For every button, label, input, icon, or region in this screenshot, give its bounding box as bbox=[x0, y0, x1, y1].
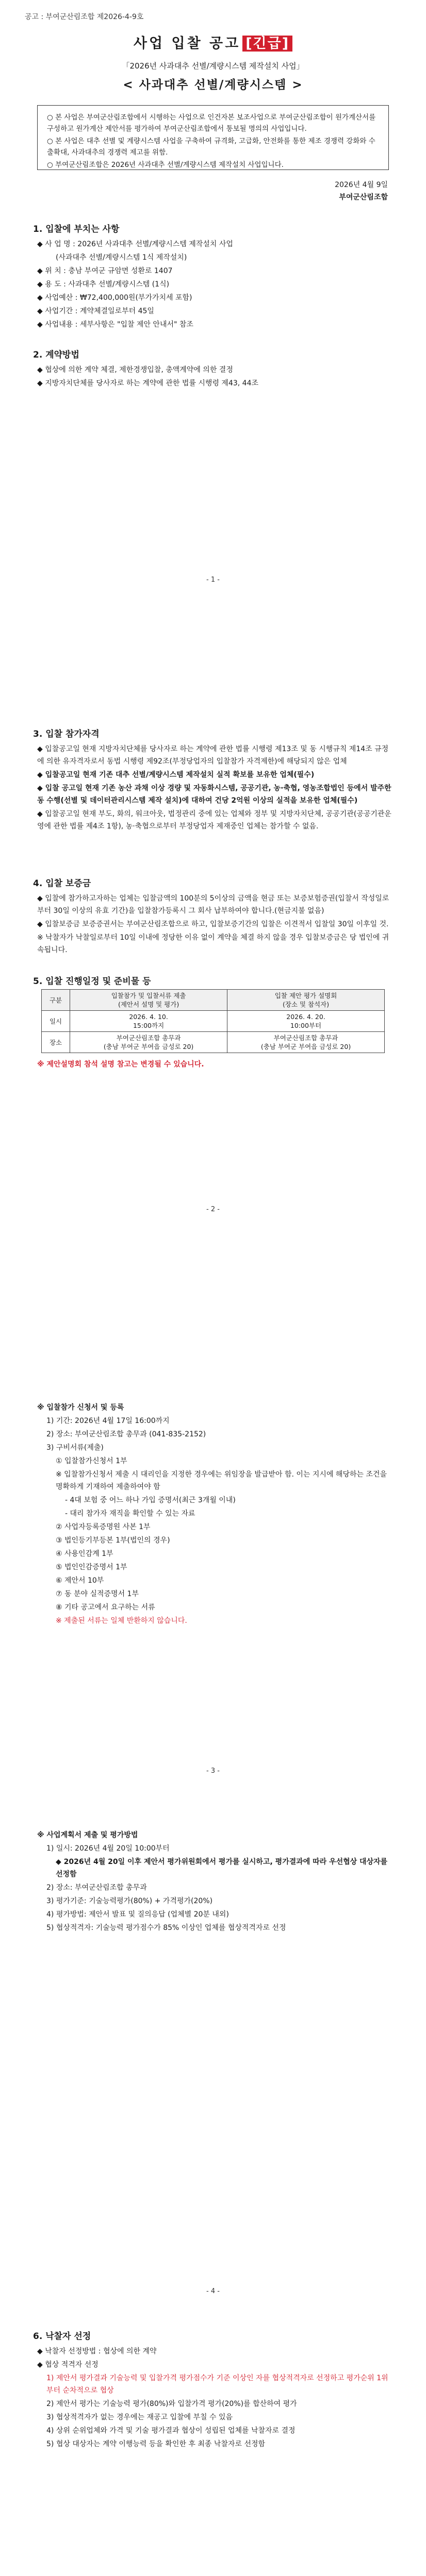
list-item: ◆ 사업내용 : 세부사항은 "입찰 제안 안내서" 참조 bbox=[37, 320, 193, 329]
list-item: ④ 사용인감계 1부 bbox=[56, 1550, 113, 1558]
list-item: 5) 협상적격자: 기술능력 평가점수가 85% 이상인 업체를 협상적격자로 선정 bbox=[46, 1924, 286, 1932]
table-row bbox=[42, 1032, 385, 1053]
page-title bbox=[0, 32, 426, 52]
section-bid-items bbox=[37, 238, 393, 332]
list-item: 2) 장소: 부여군산림조합 총무과 (041-835-2152) bbox=[46, 1430, 206, 1438]
document-number: 공고 : 부여군산림조합 제2026-4-9호 bbox=[25, 13, 144, 21]
section-title-deposit: 4. 입찰 보증금 bbox=[33, 878, 91, 889]
table-cell: 부여군산림조합 총무과 (충남 부여군 부여읍 금성로 20) bbox=[70, 1032, 227, 1053]
table-header-cell: 입찰참가 및 입찰서류 제출 (제안서 설명 및 평가) bbox=[70, 990, 227, 1011]
page-number: - 2 - bbox=[206, 1206, 220, 1213]
list-item: ◆ 입찰공고일 현재 기존 대추 선별/계량시스템 제작설치 실적 확보를 보유한 업체(필수) bbox=[37, 771, 315, 779]
notice-line: ○ 본 사업은 부여군산림조합에서 시행하는 사업으로 인건자본 보조사업으로 부여군산림조합이 원가계산서를 구성하고 원가계산 제안서를 평가하여 부여군산림조합에서 통보될 명의의 사업입니다. bbox=[47, 113, 376, 133]
list-item: ◆ 2026년 4월 20일 이후 제안서 평가위원회에서 평가를 실시하고, 평가결과에 따라 우선협상 대상자를 선정함 bbox=[56, 1858, 388, 1878]
list-item: ◆ 협상에 의한 계약 체결, 제한경쟁입찰, 총액계약에 의한 결정 bbox=[37, 366, 233, 374]
list-item: ◆ 위 치 : 충남 부여군 규암면 성환로 1407 bbox=[37, 267, 173, 275]
list-item: ⑧ 기타 공고에서 요구하는 서류 bbox=[56, 1603, 155, 1612]
list-item: ◆ 지방자치단체를 당사자로 하는 계약에 관한 법률 시행령 제43, 44조 bbox=[37, 379, 258, 387]
list-item: 1) 일시: 2026년 4월 20일 10:00부터 bbox=[46, 1844, 170, 1853]
list-item: ◆ 입찰에 참가하고자하는 업체는 입찰금액의 100분의 5이상의 금액을 현금 또는 보증보험증권(입찰서 작성일로부터 30일 이상의 유효 기간)을 입찰참가등록시 그 회사 납부하여야 합니다.(현금지불 없음) bbox=[37, 894, 389, 915]
project-subtitle: 「2026년 사과대추 선별/계량시스템 제작설치 사업」 bbox=[122, 61, 304, 71]
table-cell: 2026. 4. 10. 15:00까지 bbox=[70, 1011, 227, 1032]
list-item: ① 입찰참가신청서 1부 bbox=[56, 1457, 127, 1465]
list-item: ⑤ 법인인감증명서 1부 bbox=[56, 1563, 127, 1571]
notice-box bbox=[37, 105, 389, 170]
table-cell: 장소 bbox=[42, 1032, 70, 1053]
schedule-note: ※ 제안설명회 참석 설명 참고는 변경될 수 있습니다. bbox=[37, 1060, 204, 1069]
list-item: ⑥ 제안서 10부 bbox=[56, 1577, 104, 1585]
announcement-date: 2026년 4월 9일 bbox=[335, 181, 388, 189]
list-item: ◆ 협상 적격자 선정 bbox=[37, 2361, 99, 2369]
list-item: 3) 협상적격자가 없는 경우에는 재공고 입찰에 부칠 수 있음 bbox=[46, 2413, 233, 2421]
table-row bbox=[42, 1011, 385, 1032]
page-number: - 1 - bbox=[206, 576, 220, 584]
table-header-cell: 구분 bbox=[42, 990, 70, 1011]
table-header-row bbox=[42, 990, 385, 1011]
list-item: - 4대 보험 중 어느 하나 가입 증명서(최근 3개월 이내) bbox=[65, 1496, 236, 1504]
list-item: 3) 평가기준: 기술능력평가(80%) + 가격평가(20%) bbox=[46, 1897, 213, 1905]
list-item: ◆ 사업기간 : 계약체결일로부터 45일 bbox=[37, 307, 154, 315]
title-block bbox=[0, 32, 426, 92]
table-cell: 일시 bbox=[42, 1011, 70, 1032]
section-title-winner: 6. 낙찰자 선정 bbox=[33, 2331, 91, 2342]
schedule-table bbox=[41, 989, 385, 1053]
announcing-org: 부여군산림조합 bbox=[339, 193, 388, 201]
list-item: 3) 구비서류(제출) bbox=[46, 1444, 104, 1452]
table-cell: 2026. 4. 20. 10:00부터 bbox=[227, 1011, 385, 1032]
section-title-bid-items: 1. 입찰에 부치는 사항 bbox=[33, 224, 120, 234]
urgent-badge: [긴급] bbox=[242, 36, 292, 52]
project-main-title: < 사과대추 선별/계량시스템 > bbox=[123, 78, 303, 92]
notice-line: ○ 부여군산림조합은 2026년 사과대추 선별/계량시스템 제작설치 사업입니다. bbox=[47, 161, 284, 169]
notice-line: ○ 본 사업은 대추 선별 및 계량시스템 사업을 구축하여 규격화, 고급화, 안전화를 통한 제조 경쟁력 강화와 수출확대, 사과대추의 경쟁력 제고를 위함. bbox=[47, 137, 375, 157]
list-item: ◆ 입찰공고일 현재 지방자치단체를 당사자로 하는 계약에 관한 법률 시행령 제13조 및 동 시행규칙 제14조 규정에 의한 유자격자로서 동법 시행령 제92조(부정당업자의 입찰참가 자격제한)에 해당되지 않은 업체 bbox=[37, 745, 389, 766]
list-item: ③ 법인등기부등본 1부(법인의 경우) bbox=[56, 1536, 170, 1545]
section-eligibility bbox=[37, 743, 393, 834]
list-item: 5) 협상 대상자는 계약 이행능력 등을 확인한 후 최종 낙찰자로 선정함 bbox=[46, 2440, 266, 2448]
list-item: - 대리 참가자 재직을 확인할 수 있는 자료 bbox=[65, 1510, 195, 1518]
list-item: ※ 입찰참가 신청서 및 등록 bbox=[37, 1403, 124, 1412]
table-cell: 부여군산림조합 총무과 (충남 부여군 부여읍 금성로 20) bbox=[227, 1032, 385, 1053]
list-item: ◆ 입찰보증금 보증증권서는 부여군산림조합으로 하고, 입찰보증기간의 입찰은 이견적서 입찰일 30일 이후일 것. bbox=[37, 920, 389, 928]
list-item: ◆ 용 도 : 사과대추 선별/계량시스템 (1식) bbox=[37, 280, 170, 289]
list-item: ◆ 사업예산 : ₩72,400,000원(부가가치세 포함) bbox=[37, 294, 192, 302]
list-item: 1) 제안서 평가결과 기술능력 및 입찰가격 평가점수가 기준 이상인 자를 협상적격자로 선정하고 평가순위 1위부터 순차적으로 협상 bbox=[46, 2374, 388, 2395]
list-item: ◆ 낙찰자 선정방법 : 협상에 의한 계약 bbox=[37, 2347, 157, 2355]
list-item: ※ 입찰참가신청서 제출 시 대리인을 지정한 경우에는 위임장을 발급받아 함. 이는 지시에 해당하는 조건을 명확하게 기재하여 제출하여야 함 bbox=[56, 1470, 387, 1491]
section-title-schedule: 5. 입찰 진행일정 및 준비물 등 bbox=[33, 976, 151, 987]
list-item: 1) 기간: 2026년 4월 17일 16:00까지 bbox=[46, 1417, 170, 1425]
list-item: (사과대추 선별/계량시스템 1식 제작설치) bbox=[56, 253, 187, 262]
list-item: ◆ 입찰공고일 현재 부도, 화의, 워크아웃, 법정관리 중에 있는 업체와 정부 및 지방자치단체, 공공기관(공공기관운영에 관한 법률 제4조 1항), 농·축협으로부터 부정당업자 제재중인 업체는 참가할 수 없음. bbox=[37, 810, 391, 831]
section-title-contract-method: 2. 계약방법 bbox=[33, 350, 79, 360]
list-item: ◆ 사 업 명 : 2026년 사과대추 선별/계량시스템 제작설치 사업 bbox=[37, 240, 233, 248]
list-item: 2) 제안서 평가는 기술능력 평가(80%)와 입찰가격 평가(20%)를 합산하여 평가 bbox=[46, 2400, 297, 2408]
table-header-cell: 입찰 제안 평가 설명회 (장소 및 참석자) bbox=[227, 990, 385, 1011]
section-title-eligibility: 3. 입찰 참가자격 bbox=[33, 729, 100, 739]
section-winner bbox=[37, 2345, 393, 2451]
list-item: ※ 낙찰자가 낙찰일로부터 10일 이내에 정당한 이유 없이 계약을 체결 하지 않을 경우 입찰보증금은 당 법인에 귀속됩니다. bbox=[37, 934, 389, 954]
page-number: - 4 - bbox=[206, 2287, 220, 2295]
list-item: ② 사업자등록증명원 사본 1부 bbox=[56, 1523, 151, 1531]
list-item: 4) 평가방법: 제안서 발표 및 질의응답 (업체별 20분 내외) bbox=[46, 1910, 229, 1919]
list-item: ※ 사업계획서 제출 및 평가방법 bbox=[37, 1831, 138, 1839]
list-item: ◆ 입찰 공고일 현재 기존 농산 과채 이상 경량 및 자동화시스템, 공공기관, 농·축협, 영농조합법인 등에서 발주한 동 수행(선별 및 데이터관리시스템 제작 설치)에 대하여 건당 2억원 이상의 실적을 보유한 업체(필수) bbox=[37, 784, 391, 805]
section-deposit bbox=[37, 892, 393, 957]
list-item: 2) 장소: 부여군산림조합 총무과 bbox=[46, 1884, 147, 1892]
page-number: - 3 - bbox=[206, 1767, 220, 1775]
title-text: 사업 입찰 공고 bbox=[133, 36, 241, 52]
section-evaluation bbox=[37, 1829, 393, 1935]
list-item: 4) 상위 순위업체와 가격 및 기술 평가결과 협상이 성립된 업체를 낙찰자로 결정 bbox=[46, 2427, 296, 2435]
section-contract-method bbox=[37, 364, 393, 391]
section-registration bbox=[37, 1401, 393, 1628]
list-item: ⑦ 동 분야 실적증명서 1부 bbox=[56, 1590, 139, 1598]
list-item: ※ 제출된 서류는 일체 반환하지 않습니다. bbox=[56, 1617, 187, 1625]
